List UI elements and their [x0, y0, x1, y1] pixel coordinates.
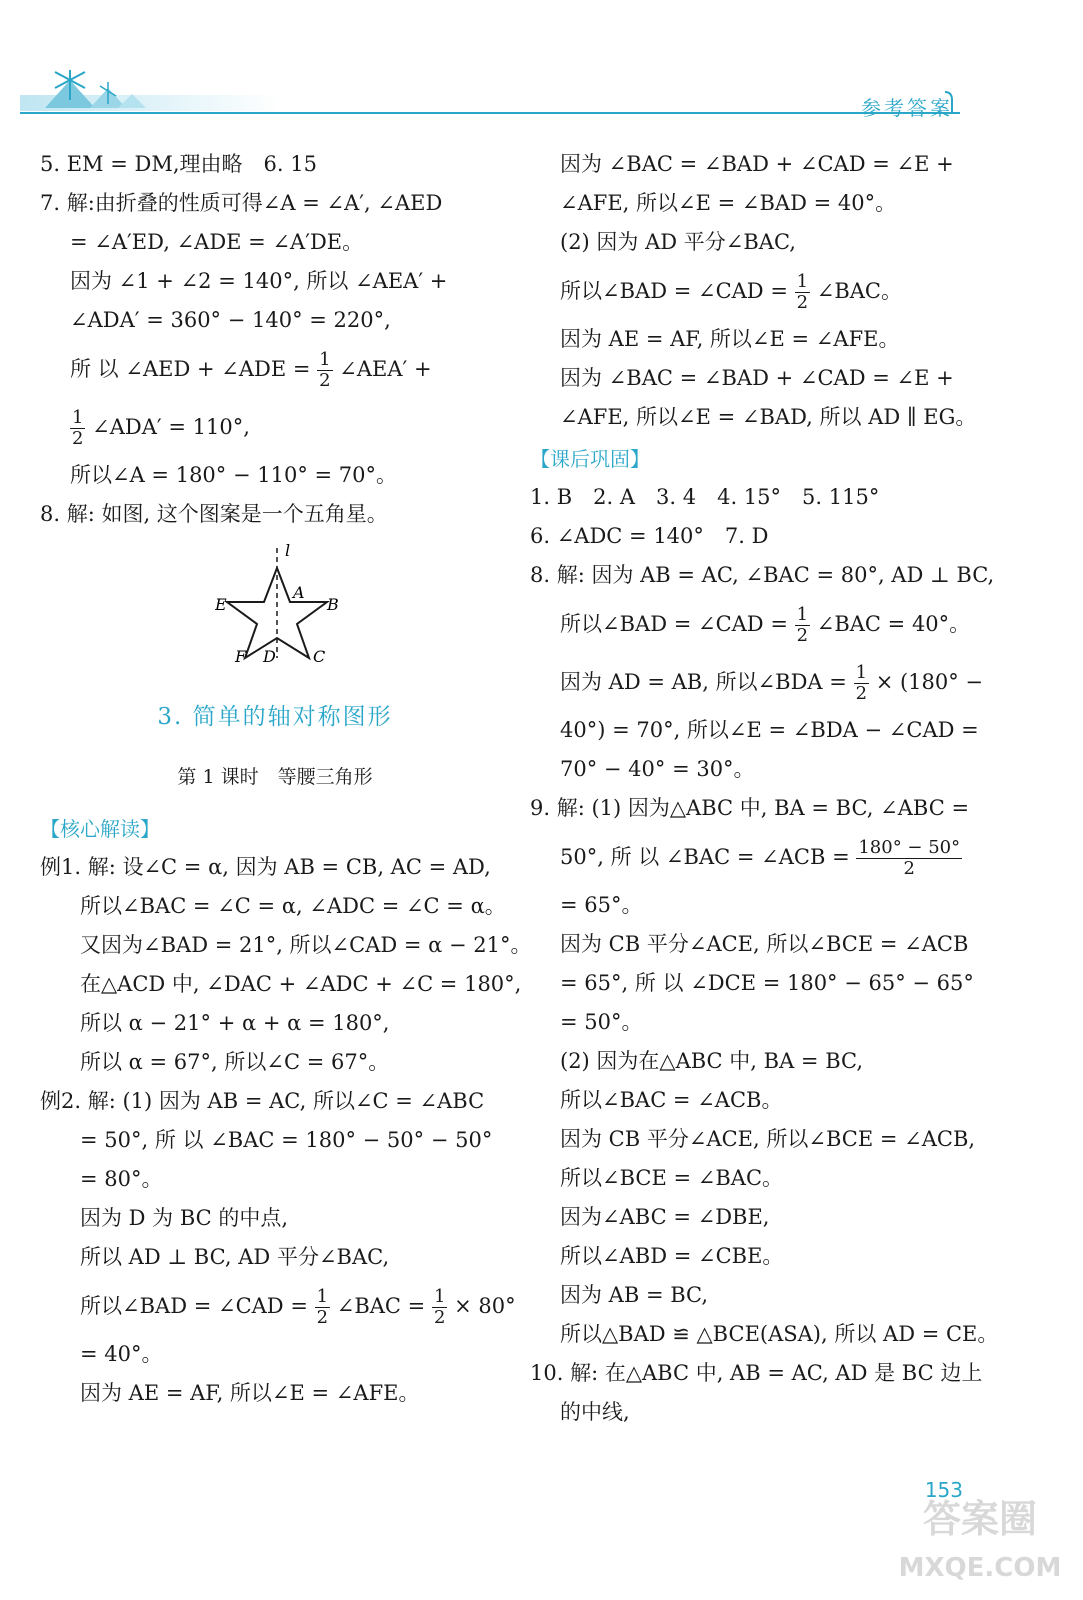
answer-line: 5. EM = DM,理由略 6. 15 [40, 152, 317, 176]
answer-line: ∠AFE, 所以∠E = ∠BAD = 40°。 [560, 191, 897, 215]
answer-line: (2) 因为在△ABC 中, BA = BC, [560, 1049, 864, 1073]
answer-line: 70° − 40° = 30°。 [560, 757, 755, 781]
header-title: 参考答案 [861, 96, 953, 120]
answer-line [40, 398, 510, 456]
answer-line: = 65°。 [560, 893, 643, 917]
text-segment: 所 以 ∠AED + ∠ADE = [70, 357, 318, 381]
section-heading: 【核心解读】 [40, 817, 160, 841]
answer-line [530, 262, 1010, 320]
page-number: 153 [924, 1478, 963, 1502]
answer-line: 8. 解: 因为 AB = AC, ∠BAC = 80°, AD ⊥ BC, [530, 563, 995, 587]
fraction [315, 1287, 330, 1328]
text-segment: 所以∠BAD = ∠CAD = [560, 279, 795, 303]
label-F: F [235, 647, 247, 665]
example-line: = 40°。 [80, 1342, 163, 1366]
answer-line [530, 595, 1010, 653]
answer-line: 9. 解: (1) 因为△ABC 中, BA = BC, ∠ABC = [530, 796, 970, 820]
fraction [795, 605, 810, 646]
answer-line [530, 653, 1010, 711]
answer-line: 因为 ∠1 + ∠2 = 140°, 所以 ∠AEA′ + [70, 269, 448, 293]
fraction-numerator: 180° − 50° [858, 837, 961, 858]
fraction-numerator: 1 [72, 407, 84, 428]
fraction-denominator: 2 [796, 625, 809, 646]
example-line: = 50°, 所 以 ∠BAC = 180° − 50° − 50° [80, 1128, 493, 1152]
fraction-denominator: 2 [903, 858, 915, 879]
example-line: 例2. 解: (1) 因为 AB = AC, 所以∠C = ∠ABC [40, 1089, 485, 1113]
section-heading: 【课后巩固】 [530, 447, 650, 471]
answer-line: 所以△BAD ≌ △BCE(ASA), 所以 AD = CE。 [560, 1322, 999, 1346]
text-segment: 50°, 所 以 ∠BAC = ∠ACB = [560, 845, 857, 869]
fraction-denominator: 2 [72, 428, 84, 449]
label-E: E [215, 595, 227, 614]
answer-line: 所以∠BCE = ∠BAC。 [560, 1166, 784, 1190]
example-line: 所以 AD ⊥ BC, AD 平分∠BAC, [80, 1245, 390, 1269]
example-line: = 80°。 [80, 1167, 163, 1191]
text-segment: 所以∠BAD = ∠CAD = [80, 1294, 315, 1318]
chapter-title: 3. 简单的轴对称图形 [157, 704, 393, 730]
example-line: 所以∠BAC = ∠C = α, ∠ADC = ∠C = α。 [80, 894, 506, 918]
answer-line: (2) 因为 AD 平分∠BAC, [560, 230, 796, 254]
star-figure [215, 540, 355, 665]
answer-line: 的中线, [560, 1400, 630, 1424]
lesson-title: 第 1 课时 等腰三角形 [177, 766, 373, 788]
fraction-denominator: 2 [855, 683, 868, 704]
answer-line: 因为 CB 平分∠ACE, 所以∠BCE = ∠ACB, [560, 1127, 976, 1151]
fraction-denominator: 2 [316, 1307, 329, 1328]
page-header [0, 0, 1083, 130]
text-segment: ∠BAC = [336, 1294, 432, 1318]
answer-line: = 50°。 [560, 1010, 643, 1034]
answer-line: = ∠A′ED, ∠ADE = ∠A′DE。 [70, 230, 364, 254]
label-D: D [263, 647, 276, 665]
answer-line: 所以∠A = 180° − 110° = 70°。 [70, 463, 397, 487]
answer-line: 因为 AE = AF, 所以∠E = ∠AFE。 [560, 327, 900, 351]
fraction [70, 408, 85, 449]
text-segment: ∠ADA′ = 110°, [92, 415, 250, 439]
example-line [40, 1277, 516, 1335]
right-column [530, 145, 1010, 1432]
fraction [856, 838, 962, 879]
fraction-denominator: 2 [433, 1307, 446, 1328]
example-line: 因为 AE = AF, 所以∠E = ∠AFE。 [80, 1381, 420, 1405]
watermark-text: 答案圈 [922, 1497, 1038, 1541]
text-segment: × (180° − [875, 670, 984, 694]
answer-line [530, 828, 1010, 886]
text-segment: 因为 AD = AB, 所以∠BDA = [560, 670, 854, 694]
label-C: C [313, 647, 326, 665]
example-line: 所以 α = 67°, 所以∠C = 67°。 [80, 1050, 390, 1074]
answer-line: ∠ADA′ = 360° − 140° = 220°, [70, 308, 391, 332]
answer-line: 因为 CB 平分∠ACE, 所以∠BCE = ∠ACB [560, 932, 969, 956]
fraction [432, 1287, 447, 1328]
answer-line: 因为 AB = BC, [560, 1283, 709, 1307]
fraction [795, 272, 810, 313]
answer-line: 因为 ∠BAC = ∠BAD + ∠CAD = ∠E + [560, 366, 954, 390]
fraction-numerator: 1 [855, 662, 868, 683]
answer-line: 因为∠ABC = ∠DBE, [560, 1205, 770, 1229]
answer-line [40, 340, 510, 398]
fraction-denominator: 2 [796, 292, 809, 313]
label-B: B [327, 595, 339, 614]
example-line: 又因为∠BAD = 21°, 所以∠CAD = α − 21°。 [80, 933, 532, 957]
left-column [40, 145, 532, 1413]
fraction-numerator: 1 [796, 271, 809, 292]
label-A: A [293, 583, 305, 602]
fraction [317, 350, 332, 391]
answer-line: 所以∠BAC = ∠ACB。 [560, 1088, 783, 1112]
example-line: 在△ACD 中, ∠DAC + ∠ADC + ∠C = 180°, [80, 972, 522, 996]
answer-line: 1. B 2. A 3. 4 4. 15° 5. 115° [530, 485, 880, 509]
answer-line: 因为 ∠BAC = ∠BAD + ∠CAD = ∠E + [560, 152, 954, 176]
example-line: 所以 α − 21° + α + α = 180°, [80, 1011, 390, 1035]
fraction-numerator: 1 [316, 1286, 329, 1307]
watermark-logo-icon [895, 1480, 1065, 1590]
text-segment: ∠AEA′ + [339, 357, 432, 381]
answer-line: 40°) = 70°, 所以∠E = ∠BDA − ∠CAD = [560, 718, 979, 742]
example-line: 例1. 解: 设∠C = α, 因为 AB = CB, AC = AD, [40, 855, 491, 879]
answer-line: 所以∠ABD = ∠CBE。 [560, 1244, 784, 1268]
answer-line: 10. 解: 在△ABC 中, AB = AC, AD 是 BC 边上 [530, 1361, 983, 1385]
fraction-denominator: 2 [319, 370, 331, 391]
answer-line: ∠AFE, 所以∠E = ∠BAD, 所以 AD ∥ EG。 [560, 405, 977, 429]
fraction [854, 663, 869, 704]
fraction-numerator: 1 [796, 604, 809, 625]
answer-line: 8. 解: 如图, 这个图案是一个五角星。 [40, 502, 388, 526]
text-segment: × 80° [454, 1294, 516, 1318]
answer-line: 7. 解:由折叠的性质可得∠A = ∠A′, ∠AED [40, 191, 443, 215]
watermark-domain: MXQE.COM [898, 1553, 1062, 1583]
answer-line: 6. ∠ADC = 140° 7. D [530, 524, 769, 548]
text-segment: ∠BAC。 [816, 279, 902, 303]
answer-line: = 65°, 所 以 ∠DCE = 180° − 65° − 65° [560, 971, 974, 995]
example-line: 因为 D 为 BC 的中点, [80, 1206, 289, 1230]
fraction-numerator: 1 [319, 349, 331, 370]
label-l: l [285, 541, 291, 560]
fraction-numerator: 1 [433, 1286, 446, 1307]
text-segment: ∠BAC = 40°。 [816, 612, 971, 636]
text-segment: 所以∠BAD = ∠CAD = [560, 612, 795, 636]
